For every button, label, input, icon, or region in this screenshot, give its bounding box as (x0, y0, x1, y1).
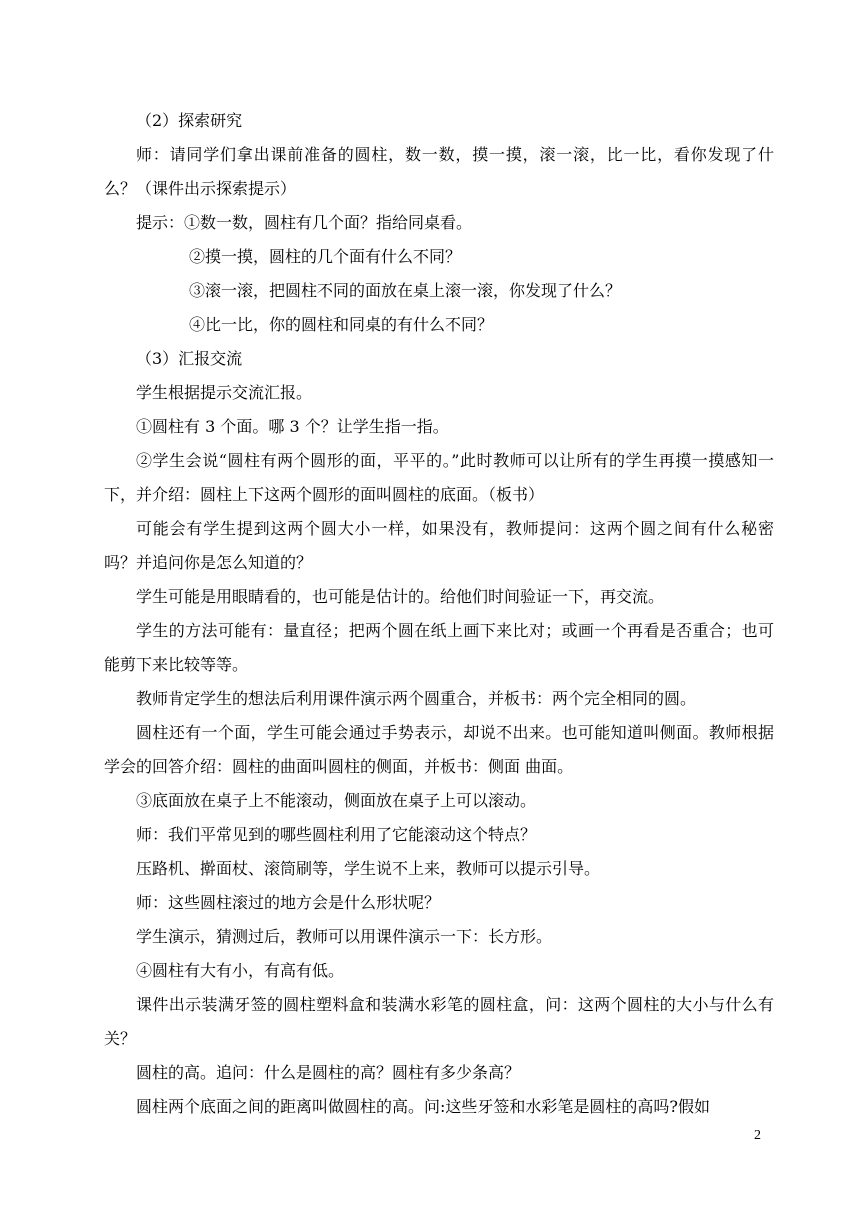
paragraph: 师：我们平常见到的哪些圆柱利用了它能滚动这个特点？ (136, 825, 537, 844)
paragraph: 圆柱两个底面之间的距离叫做圆柱的高。问:这些牙签和水彩笔是圆柱的高吗?假如 (136, 1097, 710, 1116)
document-body (104, 104, 774, 1124)
paragraph: ①圆柱有 3 个面。哪 3 个？让学生指一指。 (136, 417, 449, 436)
paragraph: ②学生会说“圆柱有两个圆形的面，平平的。”此时教师可以让所有的学生再摸一摸感知一下，并介绍：圆柱上下这两个圆形的面叫圆柱的底面。（板书） (104, 451, 774, 504)
page-number: 2 (754, 1128, 761, 1143)
paragraph: 师：这些圆柱滚过的地方会是什么形状呢？ (136, 893, 441, 912)
paragraph: ④圆柱有大有小，有高有低。 (136, 961, 345, 980)
hint-item-count: 提示：①数一数，圆柱有几个面？指给同桌看。 (136, 213, 473, 232)
paragraph: 圆柱还有一个面，学生可能会通过手势表示，却说不出来。也可能知道叫侧面。教师根据学会的回答介绍：圆柱的曲面叫圆柱的侧面，并板书：侧面 曲面。 (104, 723, 774, 776)
paragraph: 学生的方法可能有：量直径；把两个圆在纸上画下来比对；或画一个再看是否重合；也可能剪下来比较等等。 (104, 621, 774, 674)
paragraph: 压路机、擀面杖、滚筒刷等，学生说不上来，教师可以提示引导。 (136, 859, 601, 878)
hint-item-touch: ②摸一摸，圆柱的几个面有什么不同？ (189, 247, 462, 266)
paragraph: 教师肯定学生的想法后利用课件演示两个圆重合，并板书：两个完全相同的圆。 (136, 689, 697, 708)
paragraph: 圆柱的高。追问：什么是圆柱的高？圆柱有多少条高？ (136, 1063, 521, 1082)
hint-item-compare: ④比一比，你的圆柱和同桌的有什么不同？ (189, 315, 494, 334)
section-heading-report: （3）汇报交流 (136, 349, 243, 368)
paragraph: ③底面放在桌子上不能滚动，侧面放在桌子上可以滚动。 (136, 791, 537, 810)
teacher-instruction: 师：请同学们拿出课前准备的圆柱，数一数，摸一摸，滚一滚，比一比，看你发现了什么？（课件出示探索提示） (104, 145, 774, 198)
paragraph: 可能会有学生提到这两个圆大小一样，如果没有，教师提问：这两个圆之间有什么秘密吗？并追问你是怎么知道的？ (104, 519, 774, 572)
hint-item-roll: ③滚一滚，把圆柱不同的面放在桌上滚一滚，你发现了什么？ (189, 281, 622, 300)
paragraph: 课件出示装满牙签的圆柱塑料盒和装满水彩笔的圆柱盒，问：这两个圆柱的大小与什么有关？ (104, 995, 774, 1048)
paragraph: 学生根据提示交流汇报。 (136, 383, 313, 402)
paragraph: 学生可能是用眼睛看的，也可能是估计的。给他们时间验证一下，再交流。 (136, 587, 665, 606)
paragraph: 学生演示，猜测过后，教师可以用课件演示一下：长方形。 (136, 927, 553, 946)
section-heading-explore: （2）探索研究 (136, 111, 243, 130)
